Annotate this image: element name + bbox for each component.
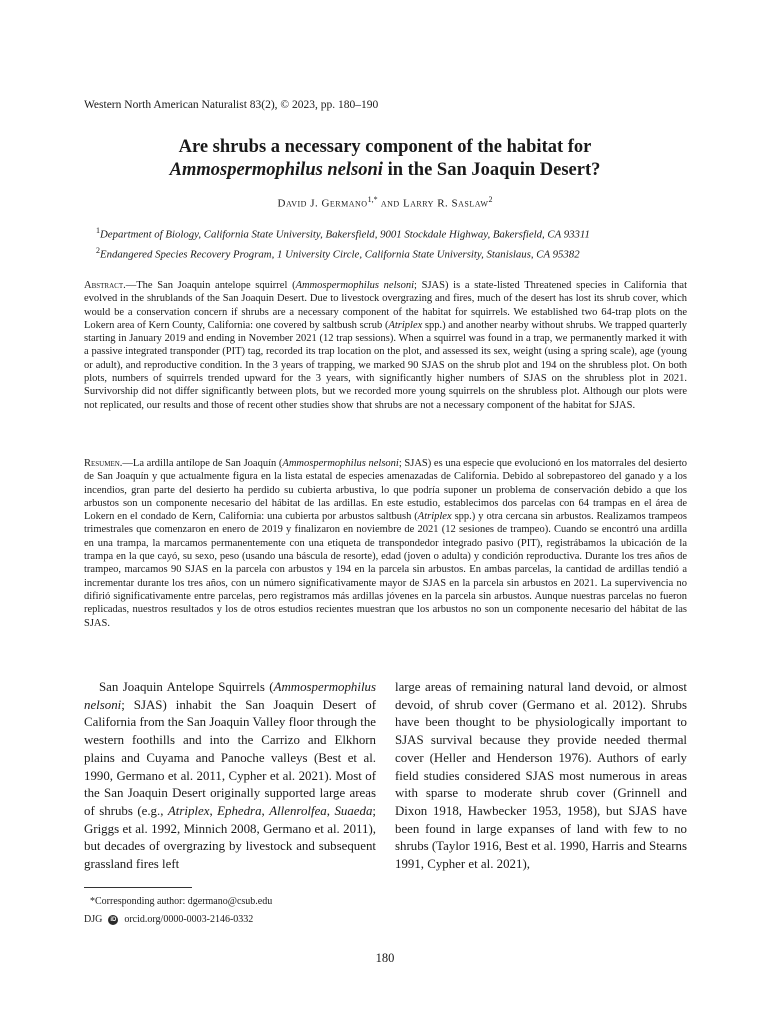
affiliation-2: [96, 243, 736, 263]
col1-genus-atriplex: Atriplex: [167, 803, 210, 818]
journal-citation: Western North American Naturalist 83(2), © 2023, pp. 180–190: [84, 99, 379, 111]
col1-text-b: ; SJAS) inhabit the San Joaquin Desert of California from the San Joaquin Valley floor through the western foothills and into the Carrizo and Elkhorn plains and Cuyama and Panoche valleys (Best et al. 1990, Germano et al. 2011, Cypher et al. 2021). Most of the San Joaquin Desert originally supported large areas of shrubs (e.g.,: [84, 697, 376, 818]
affiliation-1-number: 1: [96, 226, 100, 235]
affiliation-1: [96, 223, 736, 243]
author-line: [0, 195, 770, 210]
abstract: [84, 279, 687, 412]
col1-sep-1: ,: [209, 803, 218, 818]
affiliation-2-number: 2: [96, 245, 100, 255]
title-species-name: Ammospermophilus nelsoni: [169, 160, 383, 180]
affiliations: [96, 223, 736, 262]
abstract-text-3: spp.) and another nearby without shrubs. We trapped quarterly starting in January 2019 and ending in November 2021 (12 trap sessions). When a squirrel was found in a trap, we permanently marked it with a passive integrated transponder (PIT) tag, recorded its trap location on the plot, and assessed its sex, weight (using a spring scale), age (young or adult), and reproductive condition. In the 3 years of trapping, we marked 90 SJAS on the shrub plot and 194 on the shrubless plot. On both plots, numbers of squirrels trended upward for the 3 years, with significantly higher numbers of SJAS on the shrubless plot in 2021. Survivorship did not differ significantly between plots, but we recorded more young squirrels on the shrubless plot. Although our plots were not replicated, our results and those of recent other studies show that shrubs are not a necessary component of the habitat for SJAS.: [84, 319, 687, 411]
title-line-2: [0, 159, 770, 182]
corresponding-author: *Corresponding author: dgermano@csub.edu: [90, 896, 273, 907]
author-2: Larry R. Saslaw: [402, 197, 489, 210]
resumen-text-1: —La ardilla antílope de San Joaquín (: [122, 458, 283, 469]
orcid-icon: iD: [110, 916, 117, 923]
footnote-divider: [84, 887, 192, 888]
abstract-label: Abstract.: [84, 280, 126, 291]
article-title: [0, 136, 770, 182]
resumen-text-3: spp.) y otra cercana sin arbustos. Realizamos trampeos trimestrales que comenzaron en enero de 2019 y finalizaron en noviembre de 2021 (12 sesiones de trampeo). Cuando se encontró una ardilla en una trampa, la marcamos permanentemente con una etiqueta de transpondedor integrado pasivo (PIT), registrábamos la ubicación de la trampa en la que cayó, su sexo, peso (usando una báscula de resorte), edad (joven o adulta) y condición reproductiva. Durante los tres años de trampeo, marcamos 90 SJAS en la parcela con arbustos y 194 en la parcela sin arbustos. En ambas parcelas, la cantidad de ardillas tendió a incrementar durante los tres años, con un número significativamente mayor de SJAS en la parcela sin arbustos en 2021. La supervivencia no difirió significativamente entre parcelas, pero registramos más ardillas jóvenes en la parcela sin arbustos. Aunque nuestras parcelas no fueron replicadas, nuestros resultados y los de otros estudios recientes muestran que los arbustos no son un componente necesario del hábitat de las SJAS.: [84, 511, 687, 629]
col1-genus-allenrolfea: Allenrolfea: [269, 803, 327, 818]
resumen-label: Resumen.: [84, 458, 123, 469]
author-1: David J. Germano: [277, 197, 368, 210]
title-line-2-rest: in the San Joaquin Desert?: [382, 160, 601, 180]
resumen: [84, 457, 687, 630]
abstract-text-1: —The San Joaquin antelope squirrel (: [125, 280, 296, 291]
col1-species: Ammospermophilus nelsoni: [84, 680, 376, 712]
abstract-text-2: ; SJAS) is a state-listed Threatened species in California that evolved in the shrublands of the San Joaquin Desert. Due to livestock overgrazing and fires, much of the desert has lost its shrub cover, which would be a conservation concern if shrubs are a necessary component of the habitat for squirrels. We established two 64-trap plots on the Lokern area of Kern County, California: one covered by saltbush scrub (: [84, 280, 688, 331]
body-column-2: [395, 679, 687, 874]
col1-text-c: ; Griggs et al. 1992, Minnich 2008, Germano et al. 2011), but decades of overgrazing by livestock and subsequent grassland fires left: [84, 803, 376, 872]
abstract-genus: Atriplex: [388, 319, 423, 331]
col1-sep-2: ,: [261, 803, 270, 818]
author-initials: DJG: [84, 914, 103, 925]
col2-text: large areas of remaining natural land devoid, or almost devoid, of shrub cover (Germano et al. 2012). Shrubs have been thought to be physiologically important to SJAS survival because they provide needed thermal cover (Heller and Henderson 1976). Authors of early field studies considered SJAS most numerous in areas with sparse to moderate shrub cover (Grinnell and Dixon 1918, Hawbecker 1953, 1958), but SJAS have been found in large expanses of land with few to no shrubs (Taylor 1916, Best et al. 1990, Harris and Stearns 1991, Cypher et al. 2021),: [395, 680, 687, 872]
resumen-genus: Atriplex: [417, 511, 452, 523]
author-2-affiliation: 2: [488, 195, 493, 204]
body-column-1: [84, 679, 376, 874]
author-and: and: [377, 197, 403, 210]
col1-genus-suaeda: Suaeda: [334, 803, 373, 818]
affiliation-2-text: Endangered Species Recovery Program, 1 University Circle, California State University, Stanislaus, CA 95382: [100, 248, 580, 261]
author-1-affiliation: 1,*: [367, 195, 378, 204]
orcid-line: [84, 914, 253, 925]
col1-text-a: San Joaquin Antelope Squirrels (: [99, 680, 274, 694]
col1-sep-3: ,: [326, 803, 335, 818]
col1-genus-ephedra: Ephedra: [217, 803, 262, 818]
orcid-link[interactable]: orcid.org/0000-0003-2146-0332: [124, 914, 254, 925]
abstract-species: Ammospermophilus nelsoni: [295, 280, 415, 291]
affiliation-1-text: Department of Biology, California State University, Bakersfield, 9001 Stockdale Highway, Bakersfield, CA 93311: [100, 228, 590, 241]
resumen-text-2: ; SJAS) es una especie que evolucionó en los matorrales del desierto de San Joaquín y que actualmente figura en la lista estatal de especies amenazadas de California. Debido al sobrepastoreo del ganado y a los incendios, gran parte del desierto ha perdido su cubierta arbustiva, lo que podría suponer un problema de conservación debido a que los arbustos son un componente necesario del hábitat de las ardillas. En este estudio, establecimos dos parcelas con 64 trampas en el área de Lokern en el condado de Kern, California: una cubierta por arbustos saltbush (: [84, 458, 687, 523]
resumen-species: Ammospermophilus nelsoni: [282, 458, 399, 469]
title-line-1: Are shrubs a necessary component of the habitat for: [178, 137, 592, 157]
page-number: 180: [375, 951, 395, 965]
